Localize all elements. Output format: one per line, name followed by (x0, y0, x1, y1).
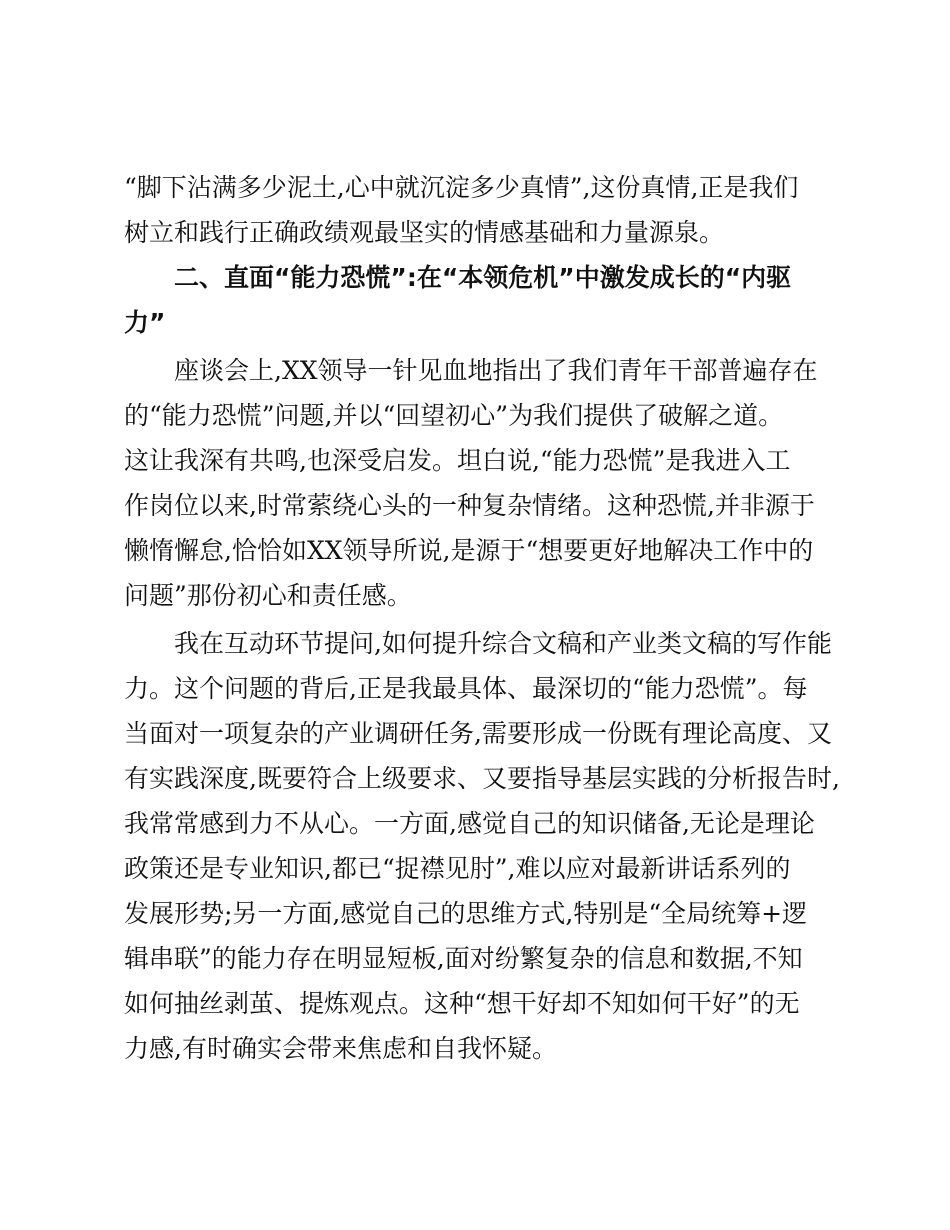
paragraph-line: 作岗位以来,时常萦绕心头的一种复杂情绪。这种恐慌,并非源于 (124, 491, 815, 520)
paragraph-line: 当面对一项复杂的产业调研任务,需要形成一份既有理论高度、又 (124, 719, 832, 748)
paragraph-line: 力感,有时确实会带来焦虑和自我怀疑。 (124, 1034, 557, 1063)
paragraph-line: 有实践深度,既要符合上级要求、又要指导基层实践的分析报告时, (124, 764, 840, 793)
paragraph-line: 树立和践行正确政绩观最坚实的情感基础和力量源泉。 (124, 218, 725, 247)
paragraph-line: 懒惰懈怠,恰恰如XX领导所说,是源于“想要更好地解决工作中的 (124, 536, 814, 565)
paragraph-line: 辑串联”的能力存在明显短板,面对纷繁复杂的信息和数据,不知 (124, 944, 803, 973)
paragraph-line: 我常常感到力不从心。一方面,感觉自己的知识储备,无论是理论 (124, 809, 815, 838)
heading-line: 力” (124, 308, 166, 337)
paragraph-line: 如何抽丝剥茧、提炼观点。这种“想干好却不知如何干好”的无 (124, 989, 800, 1018)
paragraph-line: “脚下沾满多少泥土,心中就沉淀多少真情”,这份真情,正是我们 (124, 173, 799, 202)
heading-line: 二、直面“能力恐慌”:在“本领危机”中激发成长的“内驱 (174, 263, 792, 292)
paragraph-line: 座谈会上,XX领导一针见血地指出了我们青年干部普遍存在 (174, 356, 818, 385)
paragraph-line: 这让我深有共鸣,也深受启发。坦白说,“能力恐慌”是我进入工 (124, 446, 791, 475)
paragraph-line: 政策还是专业知识,都已“捉襟见肘”,难以应对最新讲话系列的 (124, 854, 791, 883)
paragraph-line: 的“能力恐慌”问题,并以“回望初心”为我们提供了破解之道。 (124, 401, 784, 430)
paragraph-line: 发展形势;另一方面,感觉自己的思维方式,特别是“全局统筹+逻 (124, 899, 808, 928)
paragraph-line: 问题”那份初心和责任感。 (124, 581, 412, 610)
paragraph-line: 我在互动环节提问,如何提升综合文稿和产业类文稿的写作能 (174, 629, 832, 658)
paragraph-line: 力。这个问题的背后,正是我最具体、最深切的“能力恐慌”。每 (124, 674, 808, 703)
